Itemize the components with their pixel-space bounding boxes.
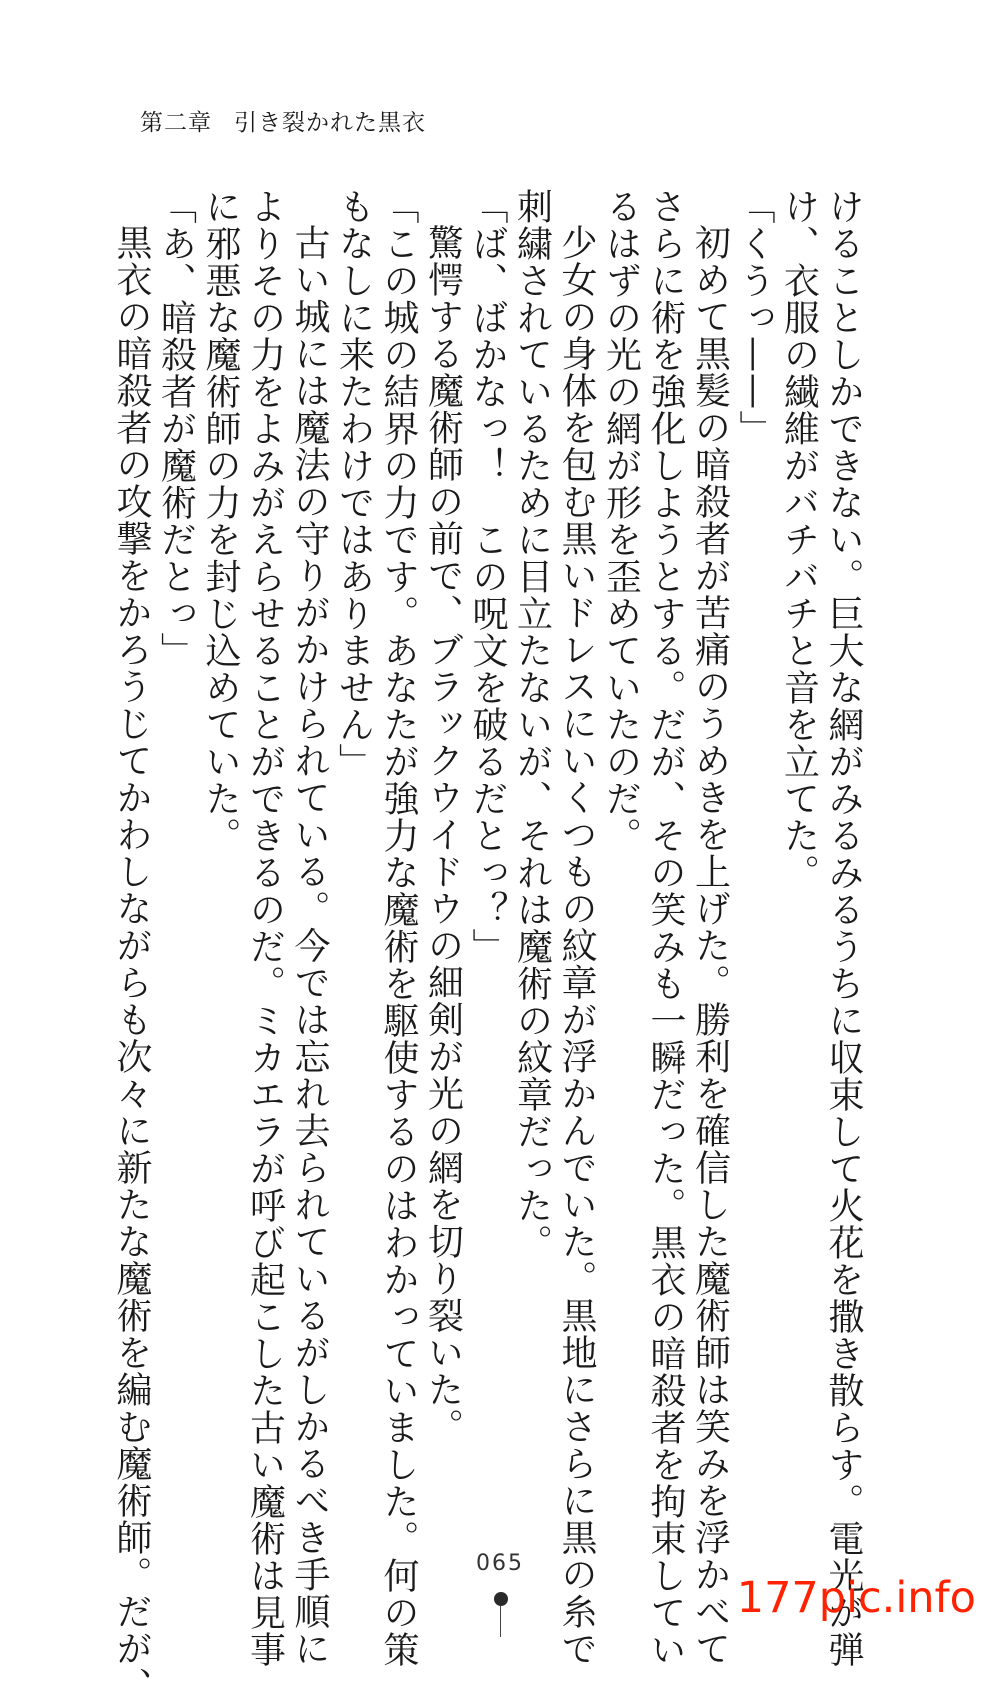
dialogue-line: 「ば、ばかなっ！ この呪文を破るだとっ？」 (467, 188, 508, 965)
dialogue-line: 「この城の結界の力です。あなたが強力な魔術を駆使するのはわかっていました。何の策 (378, 188, 419, 1668)
page-marker-dot (494, 1592, 508, 1606)
text-line: 刺繍されているために目立たないが、それは魔術の紋章だった。 (511, 188, 553, 1261)
paragraph-start: 古い城には魔法の守りがかけられている。今では忘れ去られているがしかるべき手順に (289, 224, 330, 1667)
paragraph-start: 少女の身体を包む黒いドレスにいくつもの紋章が浮かんでいた。黒地にさらに黒の糸で (556, 224, 597, 1667)
text-line: もなしに来たわけではありません」 (333, 188, 375, 780)
text-line: るはずの光の網が形を歪めていたのだ。 (600, 188, 642, 854)
text-line: け、衣服の繊維がバチバチと音を立てた。 (778, 188, 820, 891)
dialogue-line: 「くうっ——」 (734, 188, 775, 447)
dialogue-line: 「あ、暗殺者が魔術だとっ」 (155, 188, 197, 669)
paragraph-start: 初めて黒髪の暗殺者が苦痛のうめきを上げた。勝利を確信した魔術師は笑みを浮かべて (689, 224, 731, 1667)
text-line: さらに術を強化しようとする。だが、その笑みも一瞬だった。黒衣の暗殺者を拘束してい (645, 188, 686, 1668)
chapter-header (140, 104, 426, 137)
page-marker-line (500, 1606, 501, 1637)
paragraph-start: 黒衣の暗殺者の攻撃をかろうじてかわしながらも次々に新たな魔術を編む魔術師。だが、 (111, 224, 152, 1704)
paragraph-start: 驚愕する魔術師の前で、ブラックウイドウの細剣が光の網を切り裂いた。 (422, 224, 464, 1445)
text-line: よりその力をよみがえらせることができるのだ。ミカエラが呼び起こした古い魔術は見事 (244, 188, 286, 1668)
chapter-number: 第二章 (140, 110, 212, 136)
chapter-title: 引き裂かれた黒衣 (234, 110, 426, 136)
text-line: に邪悪な魔術師の力を封じ込めていた。 (200, 188, 241, 854)
text-line: けることしかできない。巨大な網がみるみるうちに収束して火花を撒き散らす。電光が弾 (823, 188, 864, 1668)
page-number: 065 (476, 1551, 524, 1576)
watermark: 177pic.info (736, 1573, 976, 1623)
